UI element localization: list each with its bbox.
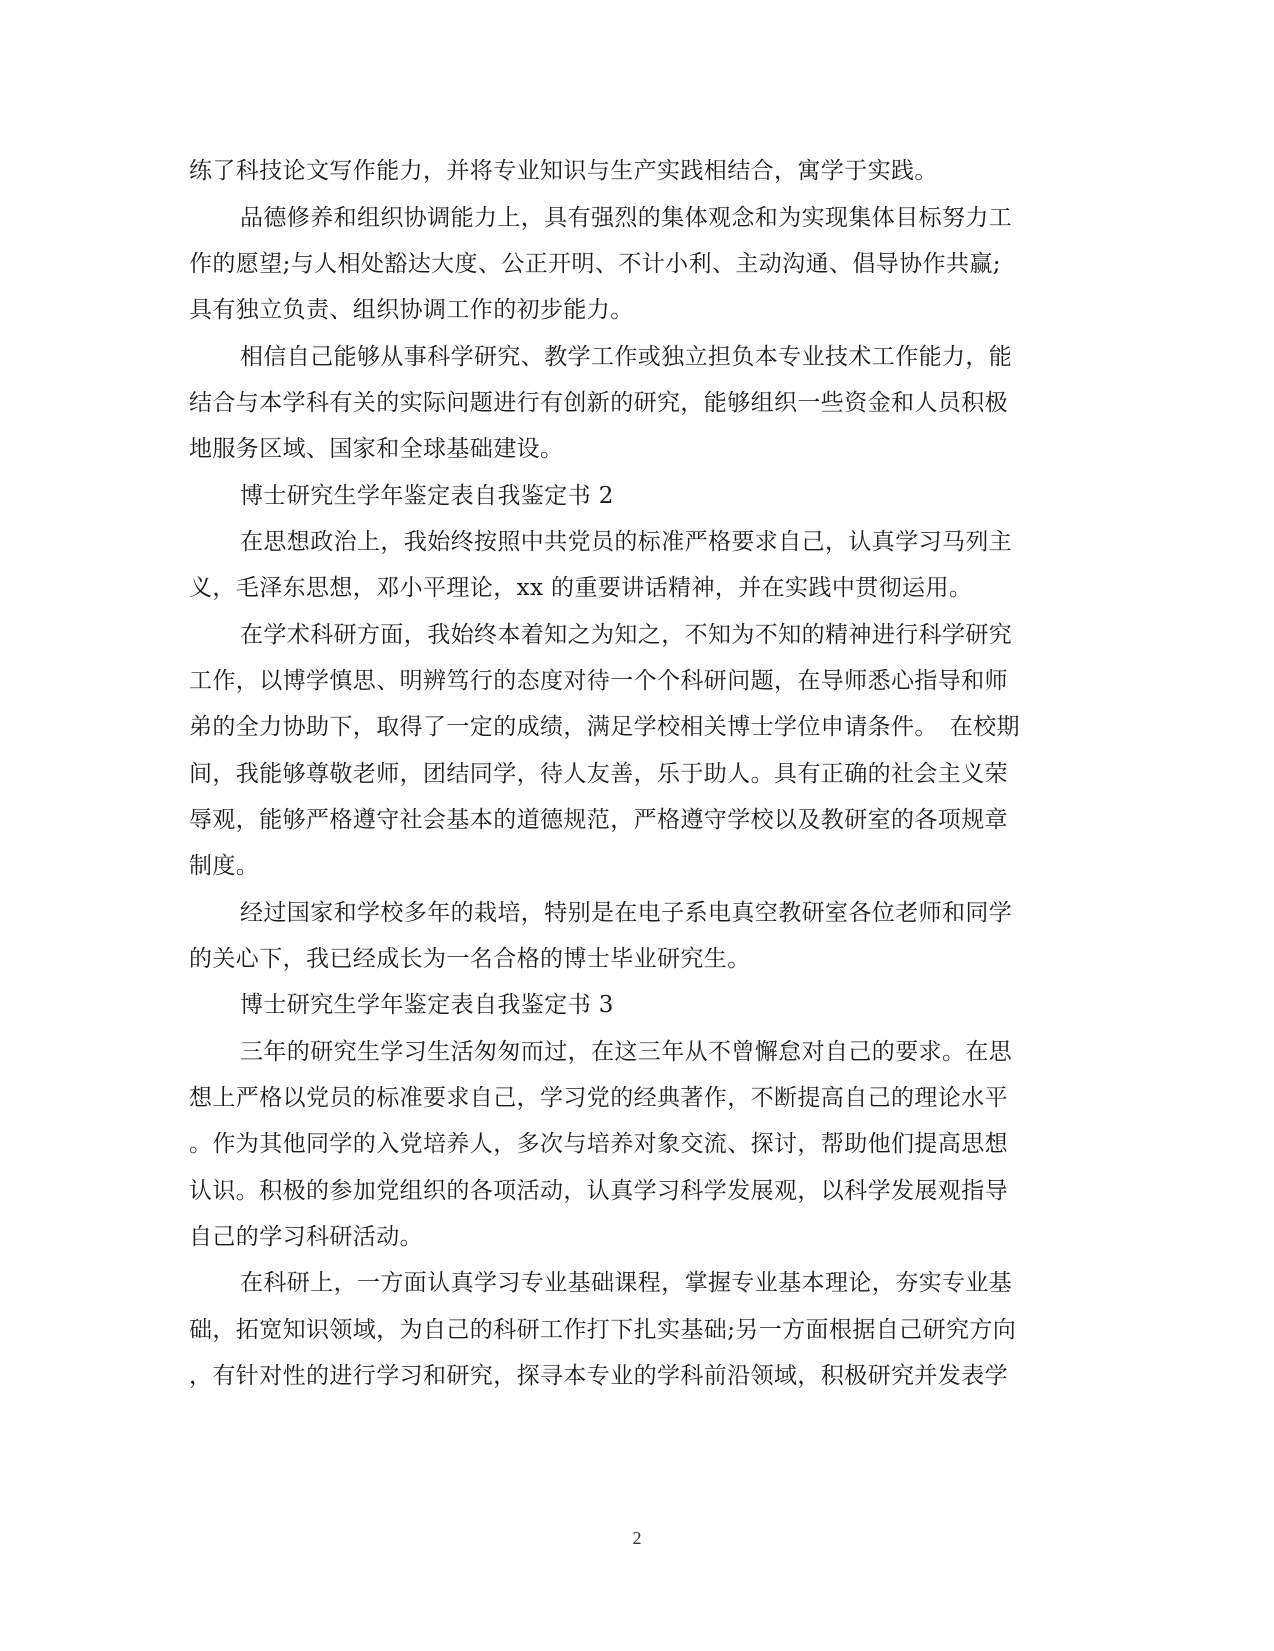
text-line: 相信自己能够从事科学研究、教学工作或独立担负本专业技术工作能力，能 — [240, 344, 1013, 370]
text-line: 三年的研究生学习生活匆匆而过，在这三年从不曾懈怠对自己的要求。在思 — [240, 1039, 1013, 1065]
text-line: 间，我能够尊敬老师，团结同学，待人友善，乐于助人。具有正确的社会主义荣 — [189, 761, 1008, 787]
text-line: 具有独立负责、组织协调工作的初步能力。 — [189, 297, 634, 323]
text-line: 自己的学习科研活动。 — [189, 1224, 423, 1250]
text-line: 作的愿望;与人相处豁达大度、公正开明、不计小利、主动沟通、倡导协作共赢; — [189, 251, 1001, 277]
text-line: 练了科技论文写作能力，并将专业知识与生产实践相结合，寓学于实践。 — [189, 158, 938, 184]
text-line: 结合与本学科有关的实际问题进行有创新的研究，能够组织一些资金和人员积极 — [189, 390, 1008, 416]
text-line: 。作为其他同学的入党培养人，多次与培养对象交流、探讨，帮助他们提高思想 — [189, 1131, 1008, 1157]
text-line: 工作，以博学慎思、明辨笃行的态度对待一个个科研问题，在导师悉心指导和师 — [189, 668, 1008, 694]
text-line: 制度。 — [189, 853, 260, 879]
text-line: 辱观，能够严格遵守社会基本的道德规范，严格遵守学校以及教研室的各项规章 — [189, 807, 1008, 833]
page-number: 2 — [632, 1528, 642, 1548]
text-line: 弟的全力协助下，取得了一定的成绩，满足学校相关博士学位申请条件。 在校期 — [189, 714, 1020, 740]
text-line: 在思想政治上，我始终按照中共党员的标准严格要求自己，认真学习马列主 — [240, 529, 1013, 555]
text-line: 想上严格以党员的标准要求自己，学习党的经典著作，不断提高自己的理论水平 — [189, 1085, 1008, 1111]
text-line: 础，拓宽知识领域，为自己的科研工作打下扎实基础;另一方面根据自己研究方向 — [189, 1317, 1017, 1343]
text-line: 在科研上，一方面认真学习专业基础课程，掌握专业基本理论，夯实专业基 — [240, 1270, 1013, 1296]
text-line: 的关心下，我已经成长为一名合格的博士毕业研究生。 — [189, 946, 751, 972]
section-heading: 博士研究生学年鉴定表自我鉴定书 3 — [240, 992, 614, 1018]
text-line: 义，毛泽东思想，邓小平理论，xx 的重要讲话精神，并在实践中贯彻运用。 — [189, 575, 973, 601]
text-line: 在学术科研方面，我始终本着知之为知之，不知为不知的精神进行科学研究 — [240, 622, 1013, 648]
text-line: 品德修养和组织协调能力上，具有强烈的集体观念和为实现集体目标努力工 — [240, 205, 1013, 231]
text-line: 地服务区域、国家和全球基础建设。 — [189, 436, 564, 462]
text-line: 认识。积极的参加党组织的各项活动，认真学习科学发展观，以科学发展观指导 — [189, 1178, 1008, 1204]
section-heading: 博士研究生学年鉴定表自我鉴定书 2 — [240, 483, 614, 509]
text-line: ，有针对性的进行学习和研究，探寻本专业的学科前沿领域，积极研究并发表学 — [189, 1363, 1008, 1389]
text-line: 经过国家和学校多年的栽培，特别是在电子系电真空教研室各位老师和同学 — [240, 900, 1013, 926]
